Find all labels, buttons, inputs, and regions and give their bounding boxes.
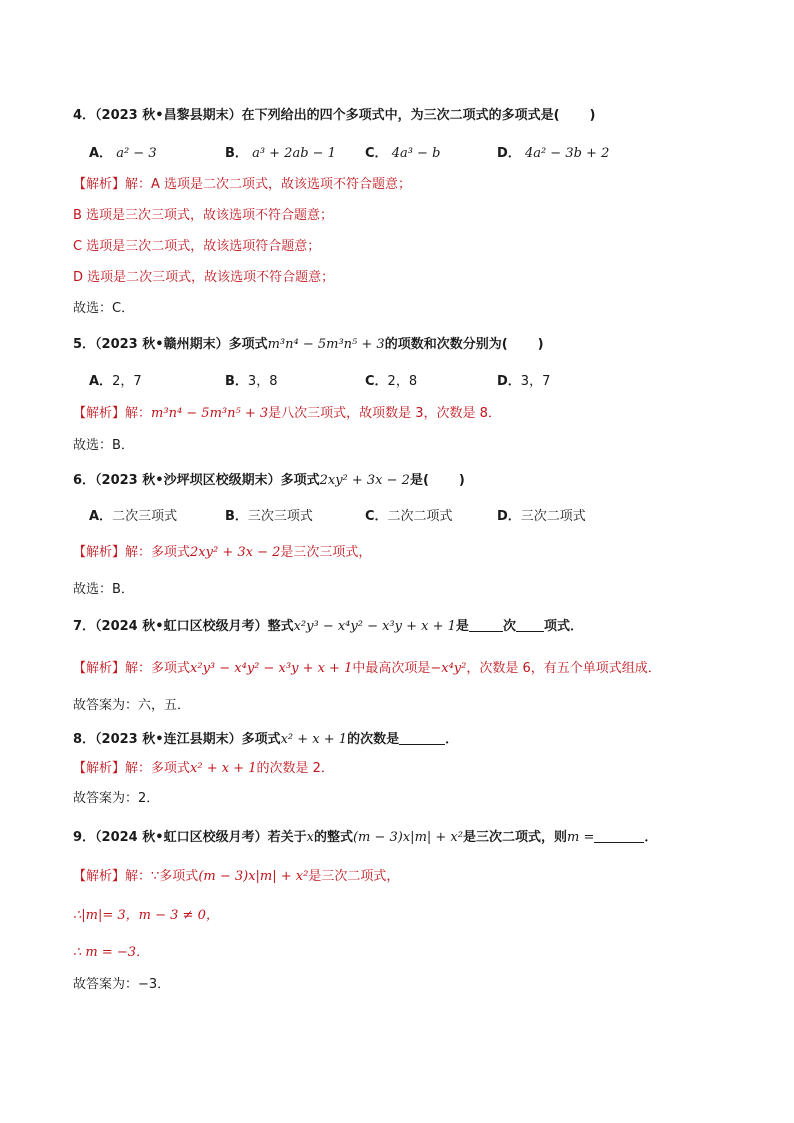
option-d: D． 4a² − 3b + 2 (497, 146, 610, 161)
polynomial-expression: (m − 3)x|m| + x² (352, 830, 463, 845)
question-5-answer: 故选：B． (73, 438, 134, 453)
analysis-tag: 【解析】 (73, 177, 126, 192)
answer-blank[interactable] (399, 731, 445, 745)
question-number: 5． (73, 337, 96, 352)
question-5-analysis: 【解析】解：m³n⁴ − 5m³n⁵ + 3是八次三项式，故项数是 3，次数是 8． (73, 406, 501, 421)
question-5-stem: 5．（2023 秋•赣州期末）多项式m³n⁴ − 5m³n⁵ + 3的项数和次数分别为( ) (73, 337, 544, 352)
option-d: D．3，7 (497, 374, 551, 389)
question-4-answer: 故选：C． (73, 301, 135, 316)
option-b: B．三次三项式 (225, 509, 313, 524)
question-9-step-1: ∴|m|= 3，m − 3 ≠ 0， (73, 908, 219, 923)
option-c: C． 4a³ − b (365, 146, 441, 161)
option-c: C．二次二项式 (365, 509, 453, 524)
answer-blank[interactable] (469, 618, 503, 632)
analysis-tag: 【解析】 (73, 545, 126, 560)
analysis-tag: 【解析】 (73, 761, 126, 776)
analysis-tag: 【解析】 (73, 406, 126, 421)
question-number: 6． (73, 473, 96, 488)
question-4-stem: 4．（2023 秋•昌黎县期末）在下列给出的四个多项式中，为三次二项式的多项式是( ) (73, 108, 596, 123)
question-source: （2023 秋•昌黎县期末） (95, 108, 242, 123)
question-9-step-2: ∴ m = −3． (73, 945, 150, 960)
option-a: A．二次三项式 (89, 509, 178, 524)
question-number: 9． (73, 830, 96, 845)
option-c: C．2，8 (365, 374, 418, 389)
question-4-analysis-3: C 选项是三次二项式，故该选项符合题意； (73, 239, 321, 254)
option-d: D．三次二项式 (497, 509, 586, 524)
option-a: A． a² − 3 (89, 146, 157, 161)
question-9-analysis: 【解析】解：∵多项式(m − 3)x|m| + x²是三次二项式， (73, 869, 400, 884)
answer-blank[interactable] (594, 829, 644, 843)
question-4-analysis-4: D 选项是二次三项式，故该选项不符合题意； (73, 270, 335, 285)
question-6-stem: 6．（2023 秋•沙坪坝区校级期末）多项式2xy² + 3x − 2是( ) (73, 473, 465, 488)
question-8-analysis: 【解析】解：多项式x² + x + 1的次数是 2． (73, 761, 334, 776)
polynomial-expression: m³n⁴ − 5m³n⁵ + 3 (267, 337, 385, 352)
analysis-tag: 【解析】 (73, 869, 126, 884)
question-6-answer: 故选：B． (73, 582, 134, 597)
polynomial-expression: x²y³ − x⁴y² − x³y + x + 1 (293, 619, 456, 634)
option-a: A．2，7 (89, 374, 142, 389)
question-9-answer: 故答案为：−3． (73, 977, 171, 992)
question-4-analysis-1: 【解析】解：A 选项是二次二项式，故该选项不符合题意； (73, 177, 412, 192)
question-7-stem: 7．（2024 秋•虹口区校级月考）整式x²y³ − x⁴y² − x³y + x + 1是 次 项式． (73, 619, 583, 634)
question-8-stem: 8．（2023 秋•连江县期末）多项式x² + x + 1的次数是 ． (73, 732, 459, 747)
question-source: （2023 秋•沙坪坝区校级期末） (95, 473, 281, 488)
question-7-analysis: 【解析】解：多项式x²y³ − x⁴y² − x³y + x + 1中最高次项是−x⁴y²，次数是 6，有五个单项式组成． (73, 661, 661, 676)
answer-blank[interactable] (516, 618, 544, 632)
option-b: B． a³ + 2ab − 1 (225, 146, 336, 161)
question-8-answer: 故答案为：2． (73, 791, 160, 806)
question-text: 在下列给出的四个多项式中，为三次二项式的多项式是( (241, 108, 560, 123)
question-4-analysis-2: B 选项是三次三项式，故该选项不符合题意； (73, 208, 334, 223)
question-9-stem: 9．（2024 秋•虹口区校级月考）若关于x的整式(m − 3)x|m| + x²是三次二项式，则m = ． (73, 830, 658, 845)
question-7-answer: 故答案为：六，五． (73, 698, 191, 713)
question-number: 4． (73, 108, 96, 123)
question-number: 8． (73, 732, 96, 747)
question-number: 7． (73, 619, 96, 634)
polynomial-expression: 2xy² + 3x − 2 (319, 473, 410, 488)
question-source: （2024 秋•虹口区校级月考） (95, 619, 268, 634)
polynomial-expression: x² + x + 1 (280, 732, 348, 747)
option-b: B．3，8 (225, 374, 278, 389)
question-6-analysis: 【解析】解：多项式2xy² + 3x − 2是三次三项式， (73, 545, 372, 560)
question-source: （2024 秋•虹口区校级月考） (95, 830, 268, 845)
analysis-tag: 【解析】 (73, 661, 126, 676)
question-source: （2023 秋•赣州期末） (95, 337, 229, 352)
question-source: （2023 秋•连江县期末） (95, 732, 242, 747)
